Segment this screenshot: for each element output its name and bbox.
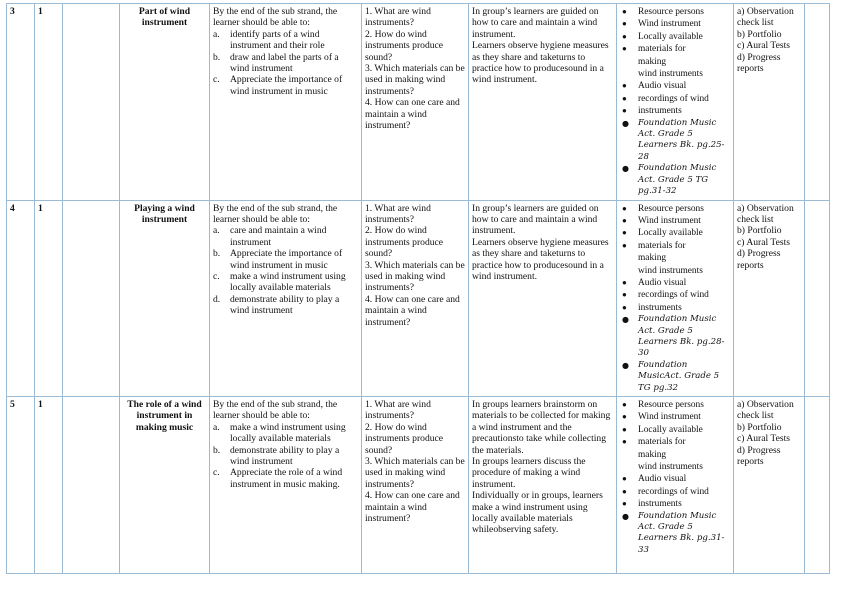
- learning-experience: Individually or in groups, learners make a wind instrument using locally available materials whileobserving safety.: [472, 490, 603, 536]
- resource-text: instruments: [638, 302, 682, 313]
- assessment-item: b) Portfolio: [737, 225, 782, 237]
- bullet-icon: ●: [622, 93, 627, 103]
- resources-cell: [617, 4, 734, 201]
- lesson-cell: 1: [35, 4, 63, 201]
- resource-text: instruments: [638, 106, 682, 117]
- assessment-item: a) Observation check list: [737, 202, 794, 225]
- bullet-icon: ●: [622, 486, 627, 496]
- assessment-item: b) Portfolio: [737, 421, 782, 433]
- resource-text: wind instruments: [638, 69, 703, 80]
- resource-item: [620, 436, 730, 448]
- resource-text: Locally available: [638, 31, 703, 42]
- resources-list: [620, 203, 730, 395]
- outcome-item: [213, 225, 358, 248]
- inquiry-questions-cell: [362, 200, 469, 397]
- inquiry-question: 4. How can one care and maintain a wind instrument?: [365, 490, 460, 525]
- remarks-cell: [805, 4, 830, 201]
- assessment-item: d) Progress reports: [737, 444, 781, 468]
- bullet-icon: ●: [622, 424, 627, 434]
- resource-text: Resource persons: [638, 400, 704, 410]
- assessment-item: d) Progress reports: [737, 248, 781, 271]
- outcome-marker: a.: [213, 421, 220, 433]
- bullet-icon: ●: [622, 277, 627, 287]
- resource-item: [620, 449, 730, 461]
- resource-item: [620, 411, 730, 423]
- outcome-item: [213, 74, 358, 97]
- outcomes-intro: By the end of the sub strand, the learner should be able to:: [213, 399, 338, 422]
- inquiry-question: 3. Which materials can be used in making wind instruments?: [365, 63, 465, 97]
- resource-item: [620, 93, 730, 105]
- resource-item: [620, 314, 730, 360]
- bullet-icon: ●: [622, 81, 627, 91]
- resource-text: making: [638, 449, 667, 460]
- outcome-item: [213, 445, 358, 468]
- resources-cell: [617, 397, 734, 574]
- sub-strand-cell: Playing a wind instrument: [120, 200, 210, 397]
- week-cell: 3: [7, 4, 35, 201]
- resource-item: [620, 43, 730, 55]
- inquiry-question: 1. What are wind instruments?: [365, 202, 431, 225]
- bullet-icon: ●: [622, 19, 627, 29]
- resource-text: recordings of wind: [638, 486, 709, 497]
- bullet-icon: ●: [622, 228, 627, 238]
- outcome-text: make a wind instrument using locally available materials: [230, 421, 346, 445]
- bullet-icon: ●: [622, 7, 627, 16]
- bullet-icon: ●: [622, 290, 627, 300]
- lesson-cell: 1: [35, 200, 63, 397]
- resource-item: [620, 240, 730, 252]
- resource-item: [620, 56, 730, 68]
- outcome-item: [213, 248, 358, 271]
- learning-experiences-cell: [469, 200, 617, 397]
- scheme-of-work-table: [6, 3, 830, 574]
- learning-outcomes-cell: [210, 4, 362, 201]
- learning-experience: Learners observe hygiene measures as they share and taketurns to practice how to producesound in a wind instrument.: [472, 40, 609, 86]
- resource-text: instruments: [638, 499, 682, 510]
- resource-item: [620, 498, 730, 510]
- resource-text: Locally available: [638, 424, 703, 435]
- assessment-cell: [734, 4, 805, 201]
- resource-item: [620, 227, 730, 239]
- outcome-text: draw and label the parts of a wind instrument: [230, 51, 339, 75]
- bullet-icon: ●: [622, 474, 627, 484]
- resource-text: making: [638, 253, 667, 264]
- outcome-marker: a.: [213, 225, 220, 237]
- outcome-text: Appreciate the role of a wind instrument in music making.: [230, 467, 343, 490]
- blank-cell: [63, 200, 120, 397]
- resource-item: [620, 6, 730, 18]
- bullet-icon: ●: [622, 511, 629, 521]
- learning-outcomes-cell: [210, 200, 362, 397]
- outcomes-intro: By the end of the sub strand, the learner should be able to:: [213, 6, 338, 29]
- bullet-icon: ●: [622, 412, 627, 422]
- resource-text: Foundation Music Act. Grade 5 Learners Bk. pg.25-28: [638, 117, 725, 162]
- outcome-marker: d.: [213, 293, 221, 305]
- inquiry-question: 2. How do wind instruments produce sound?: [365, 421, 444, 456]
- table-row: [7, 4, 830, 201]
- outcome-marker: c.: [213, 270, 220, 282]
- resource-item: [620, 473, 730, 485]
- table-row: [7, 200, 830, 397]
- table-row: [7, 397, 830, 574]
- blank-cell: [63, 397, 120, 574]
- outcomes-list: [213, 225, 358, 316]
- resource-text: Locally available: [638, 228, 703, 239]
- resource-item: [620, 68, 730, 80]
- resource-text: Foundation MusicAct. Grade 5 TG pg.32: [638, 359, 720, 393]
- resource-text: recordings of wind: [638, 290, 709, 301]
- bullet-icon: ●: [622, 315, 629, 325]
- resource-item: [620, 252, 730, 264]
- resource-text: Foundation Music Act. Grade 5 Learners Bk. pg.31-33: [638, 510, 725, 555]
- resource-text: Resource persons: [638, 203, 704, 214]
- assessment-item: c) Aural Tests: [737, 40, 790, 52]
- outcome-text: care and maintain a wind instrument: [230, 225, 327, 248]
- resource-text: Wind instrument: [638, 19, 701, 30]
- bullet-icon: ●: [622, 106, 627, 116]
- inquiry-question: 2. How do wind instruments produce sound?: [365, 28, 444, 63]
- bullet-icon: ●: [622, 215, 627, 225]
- resource-text: wind instruments: [638, 265, 703, 276]
- inquiry-question: 2. How do wind instruments produce sound?: [365, 225, 444, 260]
- assessment-item: a) Observation check list: [737, 399, 794, 422]
- bullet-icon: ●: [622, 31, 627, 41]
- bullet-icon: ●: [622, 240, 627, 250]
- assessment-cell: [734, 200, 805, 397]
- assessment-item: a) Observation check list: [737, 6, 794, 29]
- bullet-icon: ●: [622, 164, 629, 174]
- resource-item: [620, 360, 730, 394]
- week-cell: 4: [7, 200, 35, 397]
- learning-experience: In groups learners brainstorm on materials to be collected for making a wind instrument and the precautionsto take while collecting the materials.: [472, 399, 611, 456]
- resource-item: [620, 461, 730, 473]
- bullet-icon: ●: [622, 302, 627, 312]
- learning-experience: In groups learners discuss the procedure of making a wind instrument.: [472, 456, 586, 490]
- resource-item: [620, 277, 730, 289]
- resources-cell: [617, 200, 734, 397]
- resource-item: [620, 163, 730, 197]
- resource-item: [620, 80, 730, 92]
- remarks-cell: [805, 200, 830, 397]
- inquiry-question: 3. Which materials can be used in making wind instruments?: [365, 456, 465, 490]
- learning-experiences-cell: [469, 4, 617, 201]
- resource-text: materials for: [638, 44, 686, 55]
- outcome-item: [213, 271, 358, 294]
- resource-item: [620, 31, 730, 43]
- outcome-marker: b.: [213, 51, 221, 63]
- resource-item: [620, 105, 730, 117]
- assessment-item: d) Progress reports: [737, 51, 781, 75]
- inquiry-questions-cell: [362, 4, 469, 201]
- resource-text: Wind instrument: [638, 412, 701, 423]
- outcome-item: [213, 422, 358, 445]
- resource-item: [620, 486, 730, 498]
- resource-item: [620, 265, 730, 277]
- sub-strand-cell: The role of a wind instrument in making music: [120, 397, 210, 574]
- outcome-text: make a wind instrument using locally available materials: [230, 270, 346, 294]
- bullet-icon: ●: [622, 203, 627, 213]
- outcome-item: [213, 467, 358, 490]
- bullet-icon: ●: [622, 44, 627, 54]
- resource-text: Audio visual: [638, 474, 687, 485]
- resource-item: [620, 424, 730, 436]
- outcome-text: demonstrate ability to play a wind instrument: [230, 293, 340, 317]
- resource-text: Foundation Music Act. Grade 5 Learners Bk. pg.28-30: [638, 314, 725, 359]
- outcome-item: [213, 52, 358, 75]
- resource-text: making: [638, 56, 667, 67]
- inquiry-question: 1. What are wind instruments?: [365, 6, 431, 29]
- bullet-icon: ●: [622, 437, 627, 447]
- outcome-marker: c.: [213, 467, 220, 479]
- outcome-text: demonstrate ability to play a wind instrument: [230, 444, 340, 468]
- outcome-text: identify parts of a wind instrument and their role: [230, 28, 325, 52]
- inquiry-question: 4. How can one care and maintain a wind instrument?: [365, 293, 460, 328]
- resource-item: [620, 399, 730, 411]
- lesson-cell: 1: [35, 397, 63, 574]
- resource-item: [620, 215, 730, 227]
- resource-item: [620, 511, 730, 557]
- blank-cell: [63, 4, 120, 201]
- resources-list: [620, 399, 730, 556]
- resource-item: [620, 118, 730, 164]
- outcome-marker: b.: [213, 444, 221, 456]
- bullet-icon: ●: [622, 118, 629, 128]
- outcome-item: [213, 29, 358, 52]
- inquiry-questions-cell: [362, 397, 469, 574]
- week-cell: 5: [7, 397, 35, 574]
- outcomes-list: [213, 422, 358, 490]
- assessment-item: b) Portfolio: [737, 28, 782, 40]
- learning-experiences-cell: [469, 397, 617, 574]
- remarks-cell: [805, 397, 830, 574]
- resources-list: [620, 6, 730, 198]
- outcomes-intro: By the end of the sub strand, the learner should be able to:: [213, 202, 338, 225]
- outcome-marker: a.: [213, 28, 220, 40]
- learning-outcomes-cell: [210, 397, 362, 574]
- resource-text: materials for: [638, 240, 686, 251]
- learning-experience: Learners observe hygiene measures as they share and taketurns to practice how to producesound in a wind instrument.: [472, 236, 609, 282]
- outcome-text: Appreciate the importance of wind instrument in music: [230, 74, 343, 97]
- resource-item: [620, 302, 730, 314]
- inquiry-question: 3. Which materials can be used in making wind instruments?: [365, 259, 465, 294]
- resource-text: Audio visual: [638, 277, 687, 288]
- resource-text: recordings of wind: [638, 93, 709, 104]
- assessment-cell: [734, 397, 805, 574]
- outcome-marker: b.: [213, 248, 221, 260]
- resource-text: wind instruments: [638, 462, 703, 473]
- outcome-marker: c.: [213, 74, 220, 86]
- inquiry-question: 1. What are wind instruments?: [365, 399, 431, 422]
- sub-strand-cell: Part of wind instrument: [120, 4, 210, 201]
- bullet-icon: ●: [622, 499, 627, 509]
- resource-item: [620, 289, 730, 301]
- outcome-item: [213, 294, 358, 317]
- resource-text: materials for: [638, 437, 686, 448]
- bullet-icon: ●: [622, 400, 627, 409]
- learning-experience: In group’s learners are guided on how to care and maintain a wind instrument.: [472, 6, 599, 40]
- resource-text: Foundation Music Act. Grade 5 TG pg.31-32: [638, 163, 717, 197]
- learning-experience: In group’s learners are guided on how to care and maintain a wind instrument.: [472, 202, 599, 237]
- assessment-item: c) Aural Tests: [737, 433, 790, 445]
- resource-text: Wind instrument: [638, 215, 701, 226]
- resource-text: Resource persons: [638, 7, 704, 17]
- outcomes-list: [213, 29, 358, 97]
- bullet-icon: ●: [622, 360, 629, 370]
- resource-text: Audio visual: [638, 81, 687, 92]
- outcome-text: Appreciate the importance of wind instrument in music: [230, 248, 343, 271]
- resource-item: [620, 203, 730, 215]
- inquiry-question: 4. How can one care and maintain a wind instrument?: [365, 97, 460, 132]
- resource-item: [620, 18, 730, 30]
- assessment-item: c) Aural Tests: [737, 236, 790, 248]
